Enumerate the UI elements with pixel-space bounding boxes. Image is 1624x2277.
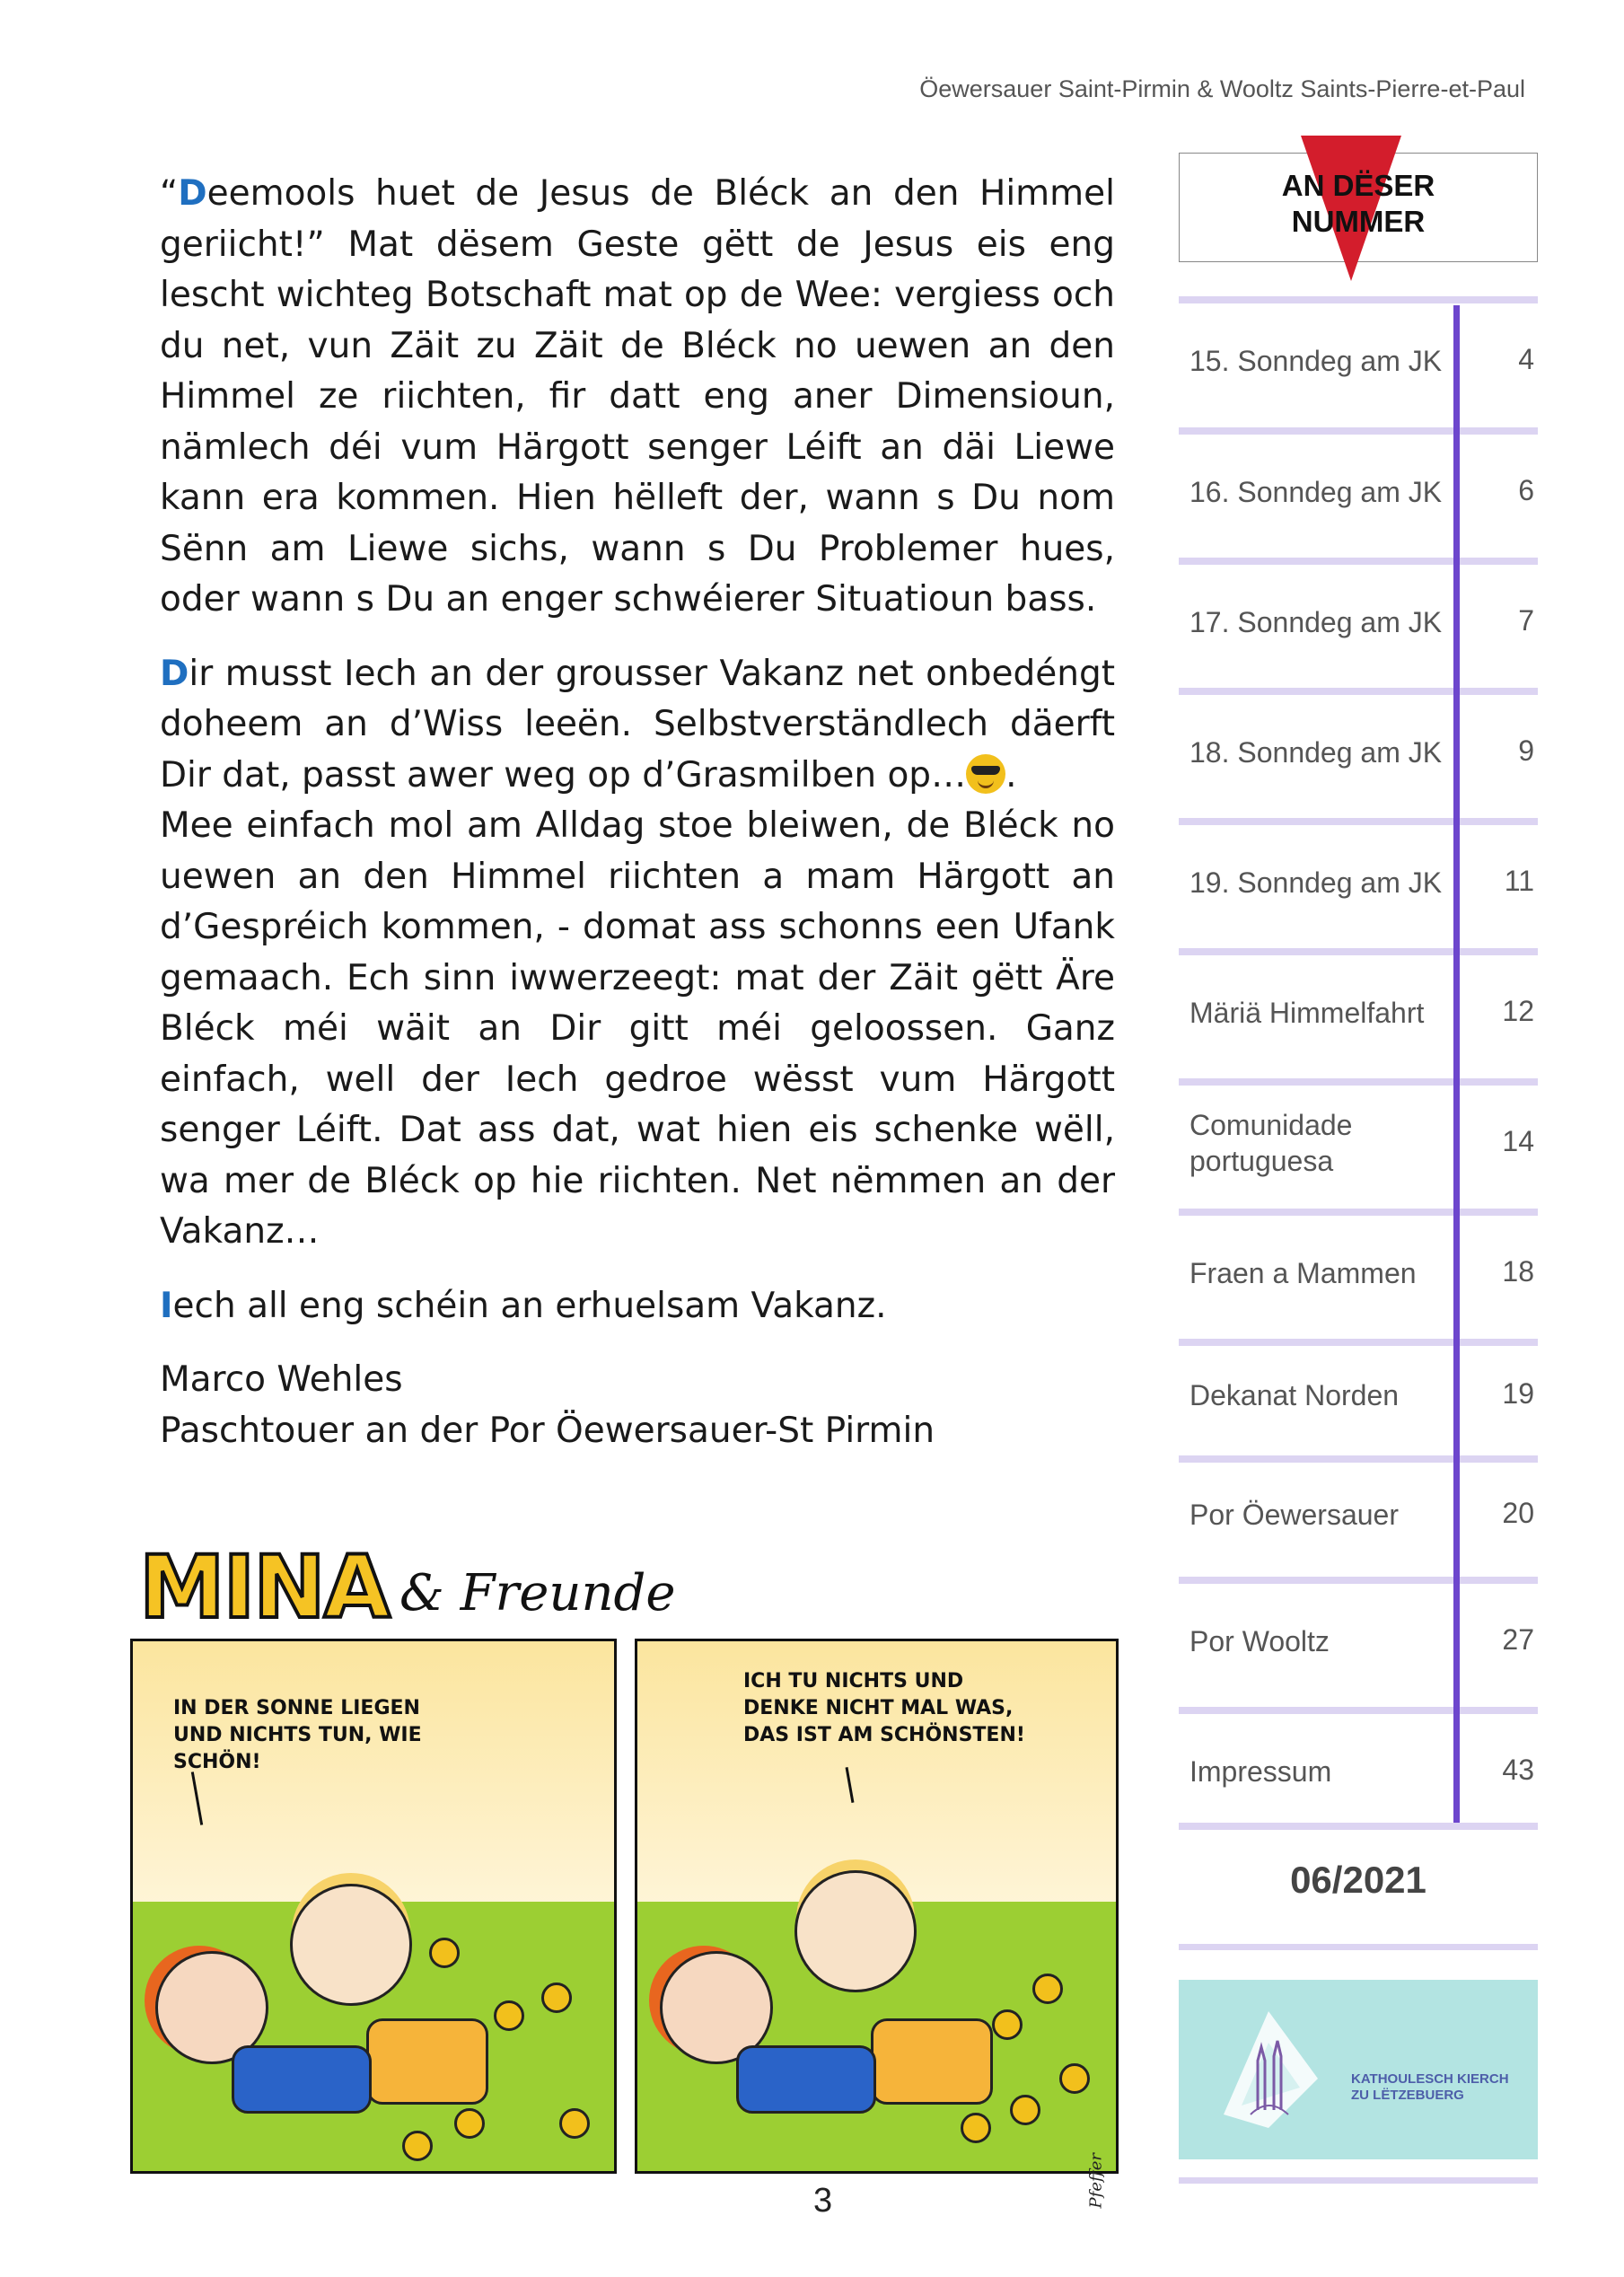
toc-header-box: [1179, 153, 1538, 262]
paragraph-text: eemools huet de Jesus de Bléck an den Himmel geriicht!” Mat dësem Geste gëtt de Jesus eis eng lescht wichteg Botschaft mat op de Wee: vergiess och du net, vun Zäit zu Zäit de Bléck no uewen an den Himmel ze riichten, fir datt eng aner Dimensioun, nämlech déi vum Härgott senger Léift an däi Liewe kann era kommen. Hien hëlleft der, wann s Du nom Sënn am Liewe sichs, wann s Du Problemer hues, oder wann s Du an enger schwéierer Situatioun bass.: [160, 173, 1115, 620]
toc-item-label: 17. Sonndeg am JK: [1189, 606, 1443, 638]
toc-item[interactable]: [1179, 1209, 1538, 1339]
comic-strip: [130, 1526, 1118, 2209]
toc-item[interactable]: [1179, 427, 1538, 558]
toc-item-page: 20: [1502, 1497, 1534, 1529]
toc-item-page: 43: [1502, 1754, 1534, 1786]
toc-item[interactable]: [1179, 1078, 1538, 1209]
drop-initial: D: [160, 653, 189, 694]
toc-item-page: 9: [1518, 734, 1534, 767]
toc-item-label: 19. Sonndeg am JK: [1189, 866, 1443, 899]
toc-item[interactable]: [1179, 296, 1538, 427]
paragraph-3: Mee einfach mol am Alldag stoe bleiwen, de Bléck no uewen an den Himmel riichten a mam Härgott an d’Gespréich kommen, - domat ass schonns een Ufank gemaach. Ech sinn iwwerzeegt: mat der Zäit gëtt Äre Bléck méi wäit an Dir gitt méi geloossen. Ganz einfach, well der Iech gedroe wësst vum Härgott senger Léift. Dat ass dat, wat hien eis schenke wëll, wa mer de Bléck op hie riichten. Net nëmmen an der Vakanz…: [160, 805, 1115, 1252]
toc-item-label: Por Wooltz: [1189, 1625, 1330, 1657]
paragraph-1: [160, 169, 1115, 626]
toc-item-page: 4: [1518, 343, 1534, 375]
comic-logo-suffix: & Freunde: [399, 1564, 676, 1622]
issue-number: 06/2021: [1290, 1859, 1426, 1901]
artist-signature: Pfeffer: [1086, 2153, 1105, 2209]
toc-item-page: 19: [1502, 1377, 1534, 1410]
paragraph-text: ir musst Iech an der grousser Vakanz net onbedéngt doheem an d’Wiss leeën. Selbstverständlech däerft Dir dat, passt awer weg op d’Grasmilben op…: [160, 653, 1115, 796]
paragraph-text: ech all eng schéin an erhuelsam Vakanz.: [172, 1285, 887, 1326]
drop-initial: D: [178, 173, 207, 214]
toc-item[interactable]: [1179, 818, 1538, 948]
toc-item-page: 6: [1518, 474, 1534, 506]
toc-item[interactable]: [1179, 1339, 1538, 1455]
toc-item-label: Fraen a Mammen: [1189, 1257, 1417, 1289]
toc-item-page: 12: [1502, 995, 1534, 1027]
toc-item[interactable]: [1179, 688, 1538, 818]
toc-item[interactable]: [1179, 1707, 1538, 1833]
toc-item-label: 18. Sonndeg am JK: [1189, 736, 1443, 769]
toc-item-page: 7: [1518, 604, 1534, 637]
page-number: 3: [813, 2182, 833, 2220]
toc-title: [1180, 168, 1537, 240]
toc-item-page: 18: [1502, 1255, 1534, 1288]
speech-text: IN DER SONNE LIEGEN UND NICHTS TUN, WIE SCHÖN!: [173, 1697, 422, 1773]
toc-item-label: Comunidade portuguesa: [1189, 1109, 1353, 1177]
separator: [1179, 2177, 1538, 2184]
signature-role: Paschtouer an der Por Öewersauer-St Pirmin: [160, 1410, 935, 1451]
separator: [1179, 1944, 1538, 1950]
signature: [160, 1355, 1115, 1456]
toc-divider-line: [1453, 305, 1460, 1830]
girl-figure: [290, 1884, 412, 2006]
toc-item-label: 16. Sonndeg am JK: [1189, 476, 1443, 508]
drop-initial: I: [160, 1285, 173, 1326]
church-logo-text: [1351, 2071, 1509, 2104]
comic-panel-2: [635, 1639, 1119, 2209]
toc-item-page: 14: [1502, 1125, 1534, 1157]
logo-text-line-1: KATHOULESCH KIERCH: [1351, 2071, 1509, 2087]
toc-item[interactable]: [1179, 948, 1538, 1078]
toc-item-label: Impressum: [1189, 1755, 1332, 1788]
church-logo-icon: [1215, 2007, 1322, 2132]
open-quote: “: [160, 173, 179, 214]
article-body: [160, 169, 1115, 1456]
paragraph-2: [160, 649, 1115, 802]
toc-item[interactable]: [1179, 558, 1538, 688]
toc-item-page: 27: [1502, 1623, 1534, 1656]
period: .: [1005, 754, 1017, 796]
paragraph-4: [160, 1281, 1115, 1332]
toc-item-page: 11: [1504, 865, 1534, 897]
toc-title-line-2: NUMMER: [1291, 205, 1426, 238]
toc-item-label: Märiä Himmelfahrt: [1189, 997, 1425, 1029]
toc-bottom-rule: [1179, 1823, 1538, 1830]
page-header: Öewersauer Saint-Pirmin & Wooltz Saints-Pierre-et-Paul: [919, 75, 1525, 102]
church-logo: [1179, 1980, 1538, 2159]
toc-item-label: 15. Sonndeg am JK: [1189, 345, 1443, 377]
speech-text: ICH TU NICHTS UND DENKE NICHT MAL WAS, DAS IST AM SCHÖNSTEN!: [743, 1670, 1025, 1746]
table-of-contents: [1179, 296, 1538, 1833]
comic-logo: MINA: [139, 1537, 389, 1638]
logo-text-line-2: ZU LËTZEBUERG: [1351, 2088, 1464, 2103]
signature-name: Marco Wehles: [160, 1359, 403, 1400]
toc-item[interactable]: [1179, 1455, 1538, 1577]
toc-item[interactable]: [1179, 1577, 1538, 1707]
toc-item-label: Por Öewersauer: [1189, 1499, 1399, 1531]
girl-figure: [794, 1870, 917, 1992]
toc-item-label: Dekanat Norden: [1189, 1379, 1400, 1411]
sunglasses-emoji-icon: [966, 754, 1005, 794]
comic-panel-1: [130, 1639, 617, 2174]
toc-title-line-1: AN DËSER: [1281, 169, 1435, 202]
